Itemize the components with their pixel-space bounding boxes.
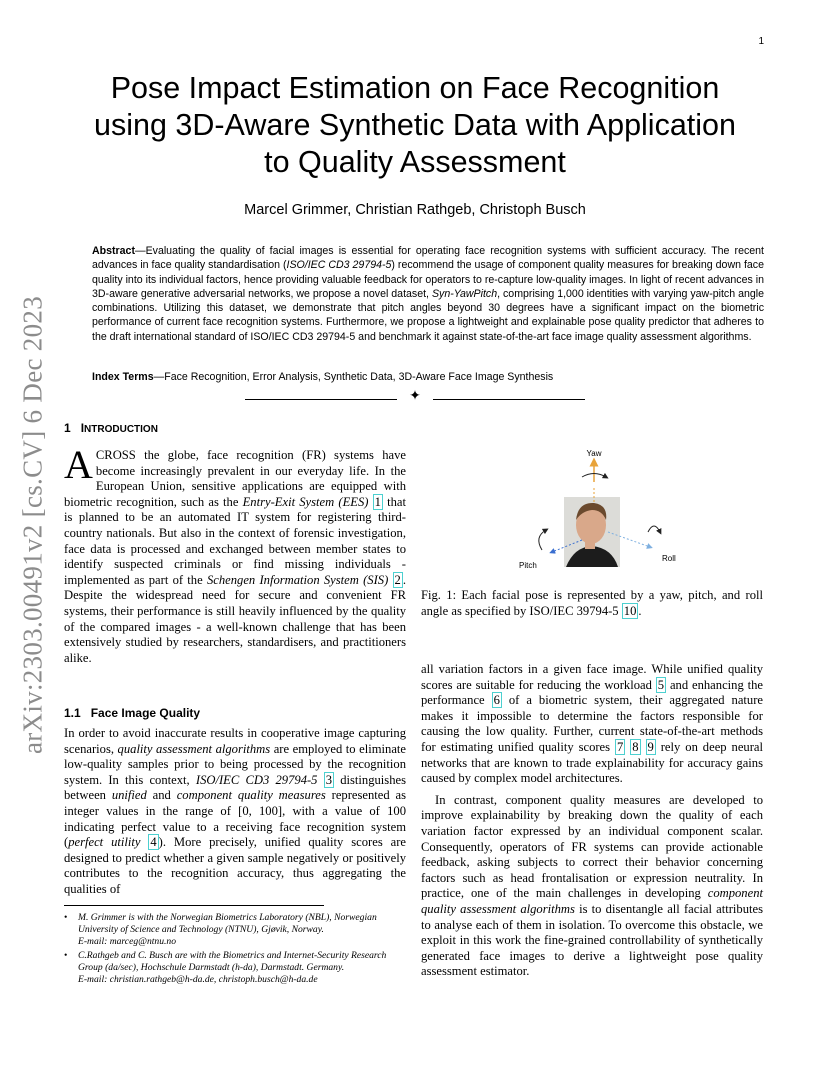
- index-terms: [92, 371, 764, 383]
- roll-label: Roll: [662, 554, 676, 563]
- index-terms-label: Index Terms: [92, 371, 154, 383]
- paper-title: [60, 70, 770, 181]
- paragraph: [421, 662, 763, 787]
- text: and: [146, 788, 177, 803]
- divider-line: [245, 399, 397, 400]
- title-line: using 3D-Aware Synthetic Data with Application: [94, 108, 736, 142]
- text: is to disentangle all facial attributes to analyse each of them in isolation. To overcome this obstacle, we exploit in this work the fine-grained controllability of synthetically generated face images to derive a lightweight pose quality assessment estimator.: [421, 901, 763, 979]
- yaw-label: Yaw: [586, 449, 602, 458]
- citation-link[interactable]: 1: [374, 494, 381, 509]
- text-italic: component quality measures: [176, 788, 326, 803]
- text-italic: quality assessment algorithms: [117, 741, 271, 756]
- right-column: [421, 662, 763, 980]
- text-italic: ISO/IEC CD3 29794-5: [195, 772, 318, 787]
- arxiv-identifier-text: arXiv:2303.00491v2 [cs.CV] 6 Dec 2023: [17, 295, 48, 755]
- abstract-label: Abstract: [92, 245, 135, 257]
- section-divider: [245, 388, 585, 406]
- fiq-paragraph: [64, 726, 406, 898]
- text: In order to avoid inaccurate results in cooperative image capturing scenarios,: [64, 726, 406, 756]
- text-italic: Entry-Exit System (EES): [242, 494, 369, 509]
- divider-line: [433, 399, 585, 400]
- intro-smallcaps: CROSS: [95, 448, 136, 462]
- footnote: [64, 950, 409, 986]
- intro-paragraph: [64, 442, 406, 666]
- abstract-dataset: Syn-YawPitch: [431, 287, 498, 300]
- text: . Despite the widespread need for secure and convenient FR systems, their performance is still heavily influenced by the quality of the compared images - a well-known challenge that has been extensively studied by researchers, standardisers, and practitioners alike.: [64, 572, 406, 665]
- page-number: 1: [758, 36, 764, 47]
- authors: Marcel Grimmer, Christian Rathgeb, Christoph Busch: [244, 202, 586, 218]
- pitch-label: Pitch: [519, 561, 537, 570]
- abstract-text: , comprising 1,000 identities with varying yaw-pitch angle combinations. Utilizing this dataset, we demonstrate that pitch angles beyond 30 degrees have a significant impact on the biometric performance of current face recognition systems. Furthermore, we propose a lightweight and explainable pose quality predictor that adheres to the draft international standard of ISO/IEC CD3 29794-5 and benchmark it against state-of-the-art face image quality assessment algorithms.: [92, 287, 764, 343]
- divider-star-icon: ✦: [409, 388, 421, 404]
- subsection-title: Face Image Quality: [90, 706, 201, 720]
- arxiv-identifier: [18, 290, 48, 760]
- subsection-heading: [64, 706, 200, 720]
- abstract-text: ) recommend the usage of component quality measures for breaking down face quality into its individual factors, hence providing valuable feedback for operators to re-capture low-quality images. In light of recent advances in 3D-aware generative adversarial networks, we propose a novel dataset,: [92, 259, 764, 300]
- text: represented as integer values in the range of [0, 100], with a value of 100 indicating perfect value to a receiving face recognition system (: [64, 788, 407, 850]
- section-number: 1: [64, 421, 71, 435]
- footnote: [64, 912, 409, 948]
- abstract: [92, 244, 764, 344]
- section-heading: [64, 421, 158, 435]
- citation-link[interactable]: 7: [617, 739, 624, 754]
- text-italic: perfect utility: [68, 835, 141, 850]
- text: distinguishes between: [64, 772, 406, 803]
- citation-link[interactable]: 3: [325, 772, 332, 787]
- caption-text: Fig. 1: Each facial pose is represented by a yaw, pitch, and roll angle as specified by ISO/IEC 39794-5: [421, 588, 763, 618]
- text: all variation factors in a given face image. While unified quality scores are suitable for reducing the workload: [421, 662, 763, 692]
- text: rely on deep neural networks that are known to trade explainability for accuracy gains caused by complex model architectures.: [421, 739, 763, 786]
- abstract-text: —Evaluating the quality of facial images is essential for operating face recognition systems with sufficient accuracy. The recent advances in face quality standardisation (: [92, 245, 764, 272]
- text: are employed to eliminate low-quality samples prior to being processed by the recognition system. In this context,: [64, 741, 406, 787]
- text: that is planned to be an automated IT system for registering third-country nationals. But also in the context of forensic investigation, face data is processed and exchanged between member states to identify suspected criminals or find missing individuals - implemented as part of the: [64, 494, 406, 587]
- caption-text: .: [638, 603, 642, 618]
- figure-caption: [421, 588, 763, 619]
- section-title-first: I: [80, 421, 85, 435]
- text: and enhancing the performance: [421, 677, 763, 708]
- footnote-text: • M. Grimmer is with the Norwegian Biometrics Laboratory (NBL), Norwegian University of Science and Technology (NTNU), Gjøvik, Norway.: [78, 912, 377, 935]
- text-italic: Schengen Information System (SIS): [206, 572, 389, 587]
- section-title-rest: NTRODUCTION: [84, 424, 158, 435]
- citation-link[interactable]: 8: [632, 739, 639, 754]
- text-italic: component quality assessment algorithms: [421, 886, 763, 916]
- text: the globe, face recognition (FR) systems have become increasingly prevalent in our everyday life. In the European Union, sensitive applications are equipped with biometric recognition, such as the: [64, 448, 406, 509]
- footnote-email: E-mail: christian.rathgeb@h-da.de, christoph.busch@h-da.de: [78, 974, 318, 985]
- footnote-email: E-mail: marceg@ntnu.no: [78, 936, 176, 947]
- citation-link[interactable]: 6: [493, 693, 500, 708]
- title-line: Pose Impact Estimation on Face Recognition: [110, 71, 720, 105]
- citation-link[interactable]: 4: [150, 835, 157, 850]
- footnote-text: • C.Rathgeb and C. Busch are with the Biometrics and Internet-Security Research Group (da/sec), Hochschule Darmstadt (h-da), Darmstadt. Germany.: [78, 950, 387, 973]
- citation-link[interactable]: 5: [657, 677, 665, 692]
- citation-link[interactable]: 2: [394, 572, 401, 587]
- citation-link[interactable]: 9: [647, 739, 654, 754]
- drop-cap: A: [64, 442, 93, 487]
- title-line: to Quality Assessment: [264, 145, 566, 179]
- text: of a biometric system, their aggregated nature makes it impossible to determine the factors responsible for causing the low quality. Further, current state-of-the-art methods for estimating unified quality scores: [421, 693, 763, 754]
- index-terms-text: —Face Recognition, Error Analysis, Synthetic Data, 3D-Aware Face Image Synthesis: [153, 371, 554, 383]
- footnote-rule: [64, 905, 324, 906]
- pose-axes-figure: [484, 442, 704, 582]
- footnotes: [64, 912, 409, 988]
- abstract-standard: ISO/IEC CD3 29794-5: [286, 259, 392, 272]
- text: ). More precisely, unified quality scores are designed to predict whether a given sample negatively or positively contributes to the recognition accuracy, thus aggregating the qualities of: [64, 835, 406, 896]
- roll-rotation-arrow: [648, 526, 660, 532]
- paragraph: [421, 793, 763, 980]
- text-italic: unified: [111, 788, 147, 803]
- citation-link[interactable]: 10: [623, 603, 637, 618]
- pitch-rotation-arrow: [539, 530, 546, 550]
- text: In contrast, component quality measures are developed to improve explainability by breaking down the quality of each variation factor expressed by an individual component scalar. Consequently, operators of FR systems can provide actionable feedback, asking subjects to correct their behavior concerning factors such as head frontalisation or expression neutrality. In practice, one of the main challenges in developing: [421, 792, 763, 901]
- subsection-number: 1.1: [64, 706, 81, 720]
